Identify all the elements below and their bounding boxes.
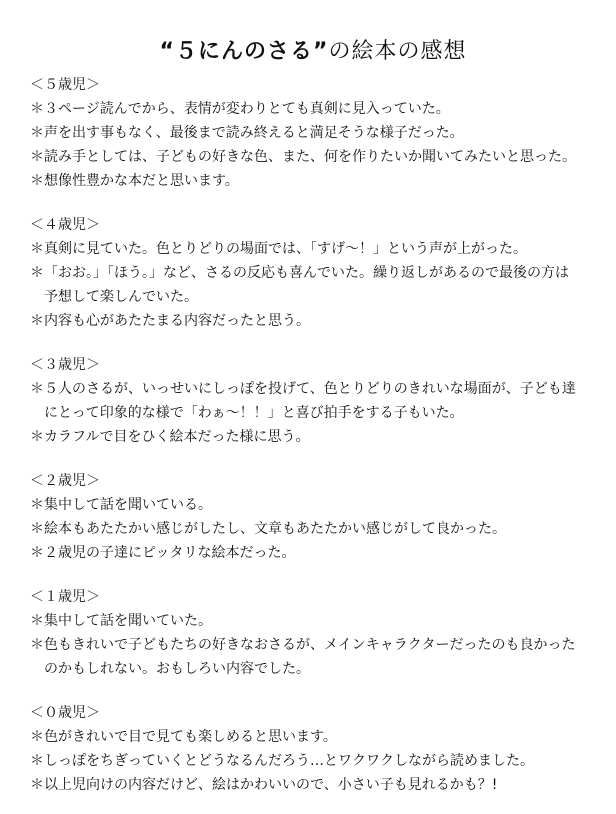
list-item bbox=[30, 773, 606, 797]
section-age-1 bbox=[30, 585, 606, 681]
section-header: ＜３歳児＞ bbox=[30, 357, 100, 373]
title-suffix: の絵本の感想 bbox=[328, 39, 467, 64]
item-line: ＊２歳児の子達にピッタリな絵本だった。 bbox=[30, 545, 296, 561]
item-line: ＊想像性豊かな本だと思います。 bbox=[30, 173, 239, 189]
item-line: ＊真剣に見ていた。色とりどりの場面では、「すげ〜！」という声が上がった。 bbox=[30, 241, 527, 257]
list-item bbox=[30, 169, 606, 193]
list-item bbox=[30, 261, 606, 309]
page-title bbox=[30, 37, 606, 67]
section-header: ＜１歳児＞ bbox=[30, 589, 100, 605]
item-line: ＊集中して話を聞いている。 bbox=[30, 497, 212, 513]
item-line-continued: にとって印象的な様で「わぁ〜！！」と喜び拍手をする子もいた。 bbox=[44, 405, 464, 421]
item-line: ＊読み手としては、子どもの好きな色、また、何を作りたいか聞いてみたいと思った。 bbox=[30, 149, 576, 165]
section-age-2 bbox=[30, 469, 606, 565]
list-item bbox=[30, 309, 606, 333]
list-item bbox=[30, 725, 606, 749]
list-item bbox=[30, 145, 606, 169]
section-age-4 bbox=[30, 213, 606, 333]
list-item bbox=[30, 377, 606, 425]
list-item bbox=[30, 633, 606, 681]
item-line: ＊「おお。」「ほう。」など、さるの反応も喜んでいた。繰り返しがあるので最後の方は bbox=[30, 265, 569, 281]
item-line: ＊３ページ読んでから、表情が変わりとても真剣に見入っていた。 bbox=[30, 101, 450, 117]
item-line: ＊集中して話を聞いていた。 bbox=[30, 613, 212, 629]
list-item bbox=[30, 541, 606, 565]
item-line: ＊色もきれいで子どもたちの好きなおさるが、メインキャラクターだったのも良かった bbox=[30, 637, 576, 653]
section-header: ＜２歳児＞ bbox=[30, 473, 100, 489]
item-line: ＊色がきれいで目で見ても楽しめると思います。 bbox=[30, 729, 337, 745]
title-book-name: “５にんのさる” bbox=[159, 39, 329, 64]
item-line: ＊しっぽをちぎっていくとどうなるんだろう…とワクワクしながら読めました。 bbox=[30, 753, 534, 769]
list-item bbox=[30, 609, 606, 633]
list-item bbox=[30, 493, 606, 517]
list-item bbox=[30, 749, 606, 773]
item-line: ＊内容も心があたたまる内容だったと思う。 bbox=[30, 313, 310, 329]
list-item bbox=[30, 517, 606, 541]
list-item bbox=[30, 121, 606, 145]
section-header: ＜４歳児＞ bbox=[30, 217, 100, 233]
item-line: ＊絵本もあたたかい感じがしたし、文章もあたたかい感じがして良かった。 bbox=[30, 521, 506, 537]
item-line-continued: のかもしれない。おもしろい内容でした。 bbox=[44, 661, 310, 677]
item-line: ＊声を出す事もなく、最後まで読み終えると満足そうな様子だった。 bbox=[30, 125, 464, 141]
section-age-5 bbox=[30, 73, 606, 193]
section-header: ＜０歳児＞ bbox=[30, 705, 100, 721]
list-item bbox=[30, 97, 606, 121]
section-age-3 bbox=[30, 353, 606, 449]
list-item bbox=[30, 425, 606, 449]
item-line: ＊５人のさるが、いっせいにしっぽを投げて、色とりどりのきれいな場面が、子ども達 bbox=[30, 381, 576, 397]
item-line: ＊以上児向けの内容だけど、絵はかわいいので、小さい子も見れるかも？! bbox=[30, 777, 498, 793]
item-line: ＊カラフルで目をひく絵本だった様に思う。 bbox=[30, 429, 310, 445]
section-age-0 bbox=[30, 701, 606, 797]
item-line-continued: 予想して楽しんでいた。 bbox=[44, 289, 198, 305]
list-item bbox=[30, 237, 606, 261]
section-header: ＜５歳児＞ bbox=[30, 77, 100, 93]
